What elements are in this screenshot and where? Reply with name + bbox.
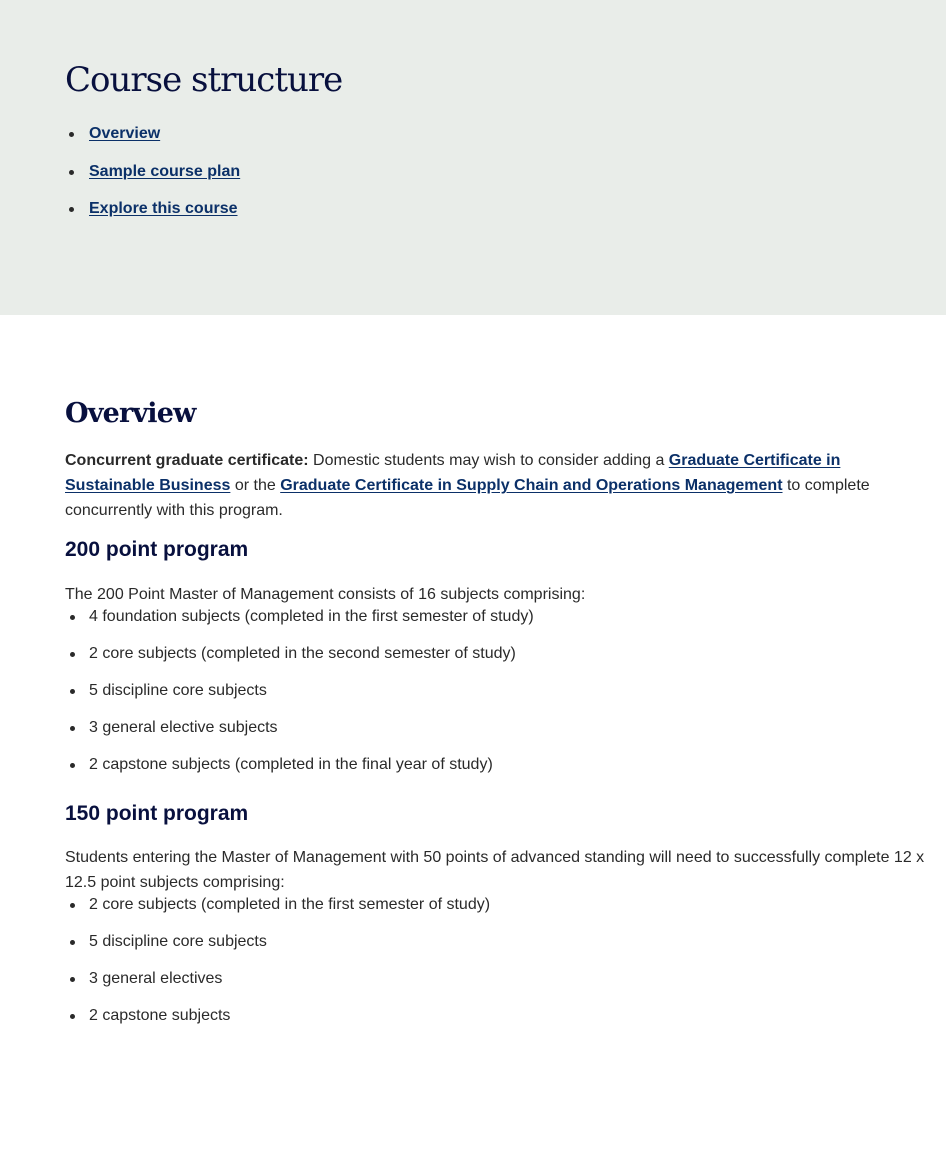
overview-heading: Overview — [65, 398, 196, 429]
link-grad-cert-supply-chain[interactable]: Graduate Certificate in Supply Chain and Operations Management — [280, 477, 783, 494]
concurrent-certificate-note — [65, 448, 925, 523]
note-text: or the — [230, 477, 281, 494]
list-item: 3 general electives — [65, 969, 946, 1006]
program-200-description: The 200 Point Master of Management consists of 16 subjects comprising: — [65, 586, 586, 603]
link-grad-cert-sustainable-business[interactable]: Graduate Certificate in Sustainable Business — [65, 452, 841, 494]
overview-section — [0, 315, 946, 1043]
list-item: 5 discipline core subjects — [65, 932, 946, 969]
list-item: 2 core subjects (completed in the first semester of study) — [65, 895, 946, 932]
toc-link-explore-this-course[interactable]: Explore this course — [89, 200, 238, 217]
toc-item — [65, 162, 946, 200]
toc-link-overview[interactable]: Overview — [89, 125, 161, 142]
list-item: 3 general elective subjects — [65, 718, 946, 755]
program-200-heading: 200 point program — [65, 538, 249, 561]
toc-item — [65, 124, 946, 162]
toc-item — [65, 199, 946, 237]
note-text: to complete concurrently with this program. — [65, 477, 870, 519]
list-item: 5 discipline core subjects — [65, 681, 946, 718]
program-150-description: Students entering the Master of Management with 50 points of advanced standing will need to successfully complete 12 x 12.5 point subjects comprising: — [65, 849, 925, 891]
list-item: 2 capstone subjects — [65, 1006, 946, 1043]
toc-link-sample-course-plan[interactable]: Sample course plan — [89, 162, 241, 180]
list-item: 2 capstone subjects (completed in the final year of study) — [65, 755, 946, 792]
program-200-list — [65, 607, 946, 792]
page-title: Course structure — [65, 60, 343, 100]
note-label: Concurrent graduate certificate: — [65, 452, 309, 469]
program-150-list — [65, 895, 946, 1043]
note-text: Domestic students may wish to consider adding a — [308, 452, 669, 469]
table-of-contents — [65, 124, 946, 237]
course-structure-header — [0, 0, 946, 315]
list-item: 2 core subjects (completed in the second semester of study) — [65, 644, 946, 681]
list-item: 4 foundation subjects (completed in the first semester of study) — [65, 607, 946, 644]
program-150-heading: 150 point program — [65, 802, 249, 825]
